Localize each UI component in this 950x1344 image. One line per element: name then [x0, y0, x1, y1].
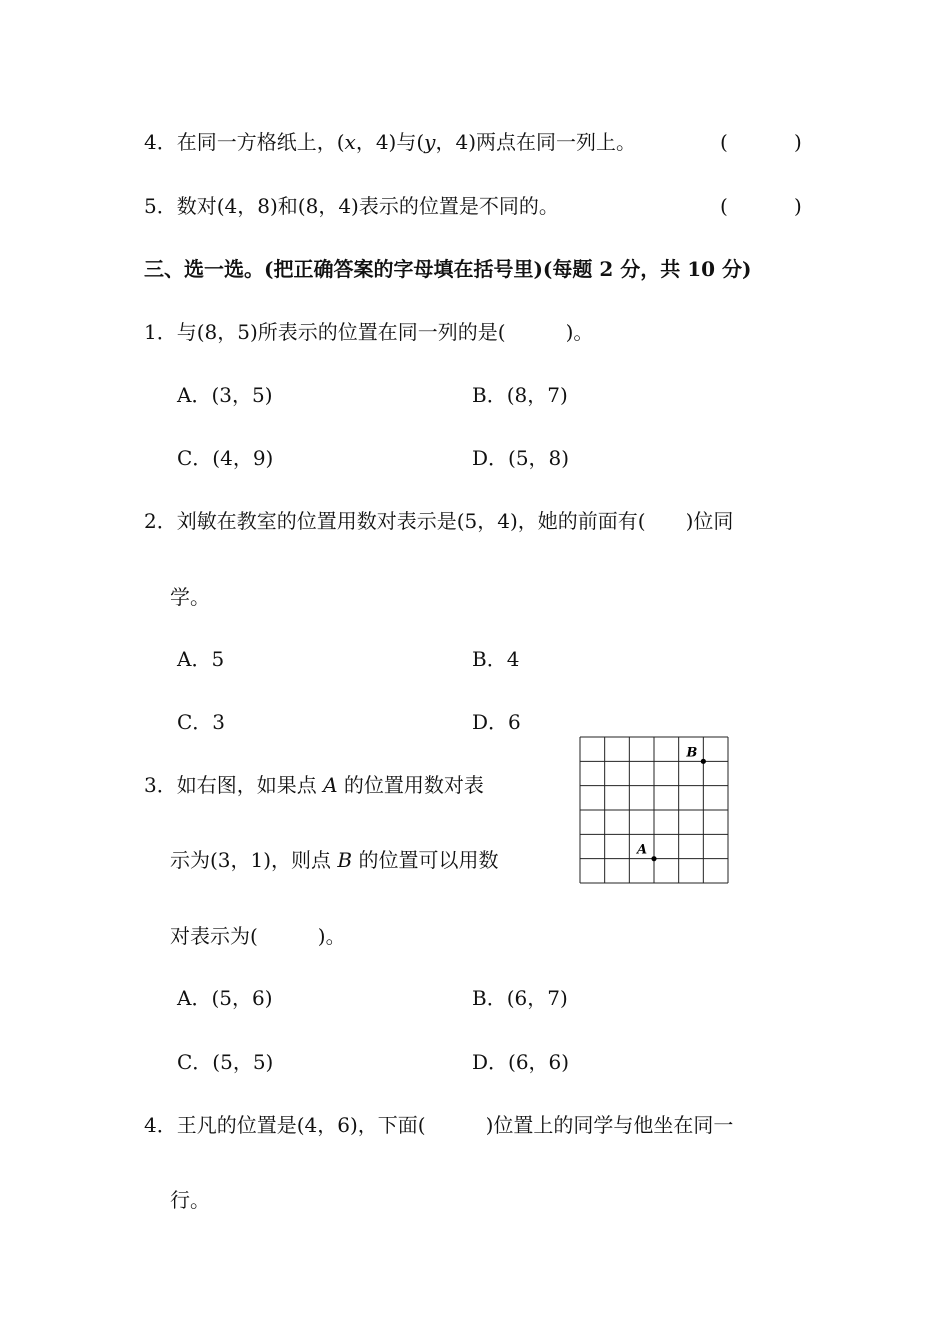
choice-question-2: 2．刘敏在教室的位置用数对表示是(5，4)，她的前面有( )位同 — [144, 509, 734, 533]
question-number: 5． — [144, 194, 177, 218]
point-a-dot — [651, 856, 656, 861]
question-number: 4． — [144, 130, 177, 154]
choice-question-4: 4．王凡的位置是(4，6)，下面( )位置上的同学与他坐在同一 — [144, 1113, 734, 1137]
option-a: A．(3，5) — [177, 383, 273, 407]
point-a-label: A — [637, 842, 648, 858]
option-d: D．6 — [472, 710, 521, 734]
option-c: C．(5，5) — [177, 1050, 274, 1074]
option-b: B．(6，7) — [472, 986, 568, 1010]
judge-question-5 — [144, 194, 559, 218]
question-text: 3．如右图，如果点 — [144, 773, 324, 797]
option-d: D．(6，6) — [472, 1050, 570, 1074]
option-a: A．5 — [177, 647, 225, 671]
question-text: 的位置用数对表 — [337, 773, 484, 797]
question-text: 在同一方格纸上，( — [176, 130, 345, 154]
question-text: 的位置可以用数 — [352, 848, 499, 872]
question-text: ，4)与( — [355, 130, 425, 154]
point-b-dot — [701, 759, 706, 764]
option-b: B．(8，7) — [472, 383, 568, 407]
option-c: C．3 — [177, 710, 226, 734]
option-d: D．(5，8) — [472, 446, 570, 470]
grid-svg — [579, 736, 729, 884]
point-b-label: B — [337, 848, 353, 872]
choice-question-3-cont — [170, 848, 498, 872]
question-text: ，4)两点在同一列上。 — [435, 130, 637, 154]
choice-question-3-cont: 对表示为( )。 — [170, 924, 346, 948]
choice-question-1: 1．与(8，5)所表示的位置在同一列的是( )。 — [144, 320, 594, 344]
choice-question-4-cont: 行。 — [170, 1188, 210, 1212]
answer-paren-open: ( — [720, 130, 728, 154]
point-a-label: A — [323, 773, 338, 797]
answer-paren-open: ( — [720, 194, 728, 218]
question-text: 示为(3，1)，则点 — [170, 848, 338, 872]
answer-paren-close: ) — [794, 194, 802, 218]
variable-y: y — [424, 130, 436, 154]
variable-x: x — [344, 130, 356, 154]
question-text: 数对(4，8)和(8，4)表示的位置是不同的。 — [176, 194, 559, 218]
option-b: B．4 — [472, 647, 520, 671]
judge-question-4 — [144, 130, 636, 154]
section-title: 三、选一选。(把正确答案的字母填在括号里)(每题 2 分，共 10 分) — [144, 257, 752, 281]
choice-question-2-cont: 学。 — [170, 585, 210, 609]
choice-question-3 — [144, 773, 484, 797]
point-b-label: B — [686, 745, 698, 761]
option-a: A．(5，6) — [177, 986, 273, 1010]
option-c: C．(4，9) — [177, 446, 274, 470]
answer-paren-close: ) — [794, 130, 802, 154]
grid-figure — [579, 736, 729, 884]
